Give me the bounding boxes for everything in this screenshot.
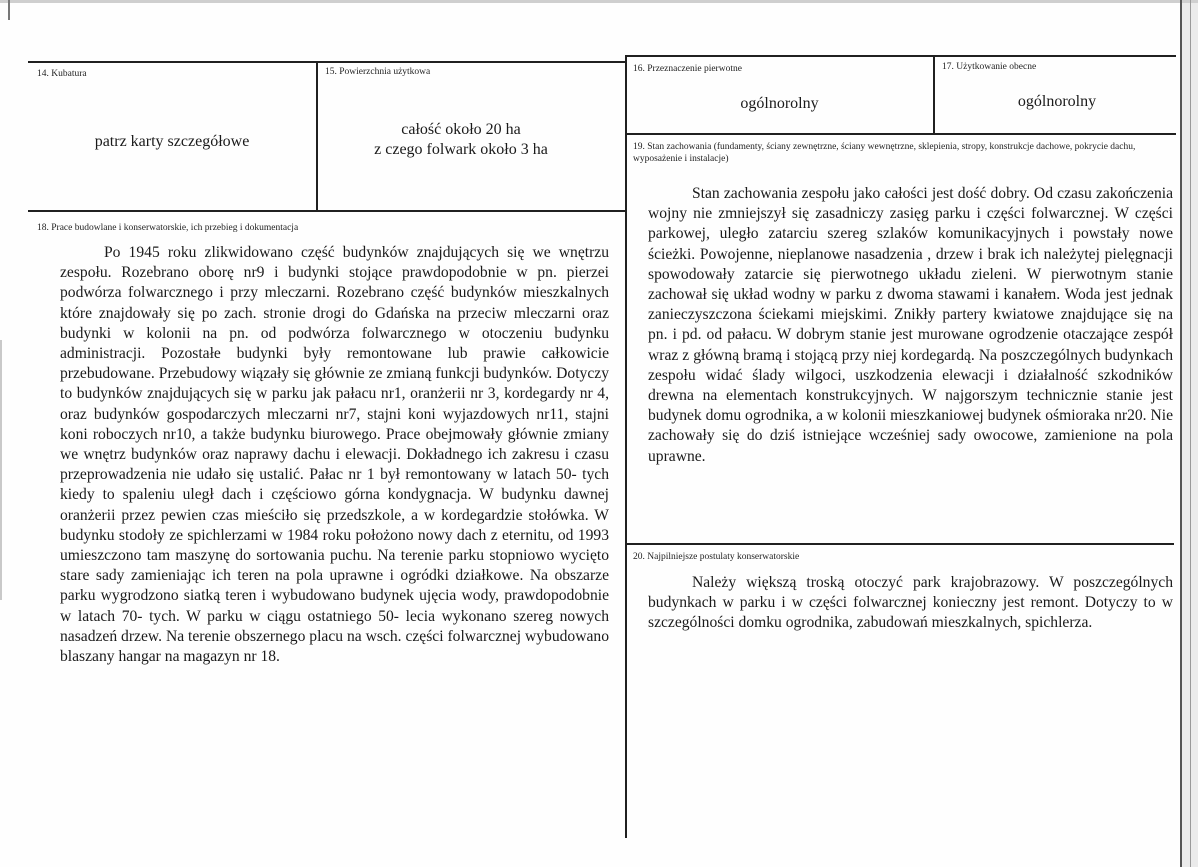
form-rule-above-20: [626, 543, 1174, 545]
field-14-label: 14. Kubatura: [37, 69, 87, 79]
field-17-label: 17. Użytkowanie obecne: [942, 62, 1037, 72]
field-19-label: 19. Stan zachowania (fundamenty, ściany zewnętrzne, ściany wewnętrzne, sklepienia, stropy, konstrukcje dachowe, pokrycie dachu, wyposażenie i instalacje): [633, 142, 1136, 164]
field-15-value-line-1: całość około 20 ha: [401, 121, 521, 138]
field-18-label: 18. Prace budowlane i konserwatorskie, ich przebieg i dokumentacja: [37, 223, 299, 233]
field-19-text: Stan zachowania zespołu jako całości jest dość dobry. Od czasu zakończenia wojny nie zmniejszył się zasadniczy zasięg parku i części folwarcznej. W części parkowej, uległo zatarciu szereg szlaków komunikacyjnych i powstały nowe ścieżki. Powojenne, nieplanowe nasadzenia , drzew i brak ich należytej pielęgnacji spowodowały zatarcie się pierwotnego układu zieleni. W pierwotnym stanie zachował się układ wodny w parku z dwoma stawami i kanałem. Woda jest jednak zanieczyszczona ściekami miejskimi. Znikły partery kwiatowe znajdujące się na pn. i pd. od pałacu. W dobrym stanie jest murowane ogrodzenie otaczające zespół wraz z główną bramą i stojącą przy niej kordegardą. Na poszczególnych budynkach zespołu widać ślady wilgoci, uszkodzenia elewacji i działalność szkodników drewna na elementach konstrukcyjnych. W najgorszym technicznie stanie jest budynek domu ogrodnika, a w kolonii mieszkaniowej budynek ośmioraka nr20. Nie zachowały się do dziś istniejące wcześniej sady owocowe, zamienione na pola uprawne.: [648, 185, 1173, 465]
field-18-text: Po 1945 roku zlikwidowano część budynków znajdujących się we wnętrzu zespołu. Rozebrano oborę nr9 i budynki stojące prawdopodobnie w pn. pierzei podwórza folwarcznego i przy mleczarni. Rozebrano część budynków mieszkalnych które znajdowały się po zach. stronie drogi do Gdańska na przeciw mleczarni oraz budynki w kolonii na pn. od podwórza folwarcznego w otoczeniu budynku administracji. Pozostałe budynki były remontowane lub prawie całkowicie przebudowane. Przebudowy wiązały się głównie ze zmianą funkcji budynków. Dotyczy to budynków znajdujących się w parku jak pałacu nr1, oranżerii nr 3, kordegardy nr 4, oraz budynków gospodarczych mleczarni nr7, stajni koni wyjazdowych nr11, stajni koni roboczych nr10, a także budynku biurowego. Prace obejmowały głównie zmiany we wnętrz budynków oraz naprawy dachu i elewacji. Dokładnego ich zakresu i czasu przeprowadzenia nie udało się ustalić. Pałac nr 1 był remontowany w latach 50- tych kiedy to spaleniu uległ dach i częściowo górna kondygnacja. W budynku dawnej oranżerii przez pewien czas mieściło się przedszkole, a w kordegardzie stołówka. W budynku stodoły ze spichlerzami w 1984 roku położono nowy dach z eternitu, od 1993 umieszczono tam maszynę do sortowania puchu. Na terenie parku stopniowo wycięto stare sady zamieniając ich teren na pola uprawne i ogródki działkowe. Na obszarze parku wygrodzono siatką teren i wybudowano budynek ujęcia wody, prawdopodobnie w latach 70- tych. W parku w ciągu ostatniego 50- lecia wykonano szereg nowych nasadzeń drzew. Na terenie obszernego placu na wsch. części folwarcznej wybudowano blaszany hangar na magazyn nr 18.: [60, 244, 609, 666]
scan-right-edge: [1180, 0, 1182, 867]
form-rule-below-16-17: [626, 133, 1176, 135]
scan-right-edge-shadow: [1190, 0, 1191, 867]
form-rule-top-right: [626, 55, 1176, 57]
field-15-value-line-2: z czego folwark około 3 ha: [374, 141, 548, 158]
field-14-value: patrz karty szczegółowe: [94, 133, 250, 150]
form-divider-16-17: [933, 55, 935, 134]
field-16-label: 16. Przeznaczenie pierwotne: [633, 64, 742, 74]
scan-left-shadow: [0, 340, 2, 600]
scan-top-edge: [0, 0, 1198, 3]
field-17-value: ogólnorolny: [1017, 93, 1097, 110]
scan-left-mark: [8, 0, 10, 20]
field-15-value: [320, 120, 602, 160]
field-20-label: 20. Najpilniejsze postulaty konserwatorskie: [633, 552, 800, 562]
form-rule-top-left: [28, 61, 626, 63]
field-15-label: 15. Powierzchnia użytkowa: [325, 67, 431, 77]
field-16-value: ogólnorolny: [740, 95, 819, 112]
form-divider-14-15: [316, 61, 318, 211]
form-rule-below-14-15: [28, 210, 626, 212]
field-20-text: Należy większą troską otoczyć park krajobrazowy. W poszczególnych budynkach w parku i w części folwarcznej konieczny jest remont. Dotyczy to w szczególności domku ogrodnika, zabudowań mieszkalnych, spichlerza.: [648, 574, 1173, 632]
form-divider-center: [625, 55, 627, 838]
